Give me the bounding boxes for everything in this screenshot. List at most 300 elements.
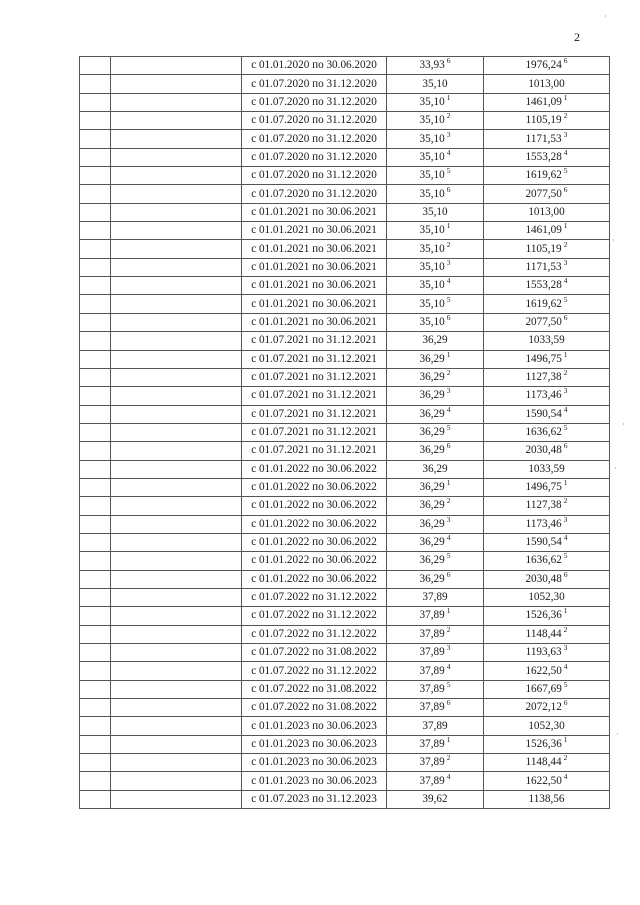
rate-footnote-mark: 2 bbox=[563, 111, 568, 121]
rate-footnote-mark: 4 bbox=[563, 661, 568, 671]
rate-text: 1171,53 bbox=[525, 260, 562, 273]
table-row bbox=[80, 240, 610, 258]
table-row bbox=[80, 93, 610, 111]
rate-text: 1148,44 bbox=[525, 756, 562, 769]
rate-cell bbox=[484, 93, 610, 111]
table-row bbox=[80, 313, 610, 331]
rate-cell bbox=[484, 735, 610, 753]
rate-footnote-mark: 5 bbox=[563, 294, 568, 304]
value-text: 36,29 bbox=[419, 554, 445, 567]
rate-cell bbox=[484, 258, 610, 276]
rate-text: 1636,62 bbox=[525, 426, 562, 439]
value-text: 35,10 bbox=[419, 315, 445, 328]
empty-cell-category bbox=[111, 790, 242, 808]
value-cell bbox=[387, 754, 484, 772]
table-row bbox=[80, 533, 610, 551]
rate-footnote-mark: 2 bbox=[563, 496, 568, 506]
period-cell: с 01.01.2022 по 30.06.2022 bbox=[242, 570, 387, 588]
rate-cell bbox=[484, 295, 610, 313]
rate-cell bbox=[484, 478, 610, 496]
empty-cell-category bbox=[111, 497, 242, 515]
rate-text: 1667,69 bbox=[525, 682, 562, 695]
value-text: 36,29 bbox=[419, 517, 445, 530]
empty-cell-number bbox=[80, 625, 111, 643]
rate-text: 1127,38 bbox=[525, 371, 562, 384]
rate-text: 1526,36 bbox=[525, 609, 562, 622]
empty-cell-category bbox=[111, 148, 242, 166]
rate-cell bbox=[484, 167, 610, 185]
rate-text: 1976,24 bbox=[525, 59, 562, 72]
table-row bbox=[80, 185, 610, 203]
table-row bbox=[80, 497, 610, 515]
rate-footnote-mark: 6 bbox=[563, 56, 568, 66]
empty-cell-category bbox=[111, 222, 242, 240]
value-cell bbox=[387, 405, 484, 423]
value-text: 35,10 bbox=[419, 95, 445, 108]
value-text: 36,29 bbox=[419, 499, 445, 512]
table-row bbox=[80, 350, 610, 368]
rate-cell bbox=[484, 662, 610, 680]
value-cell bbox=[387, 478, 484, 496]
empty-cell-category bbox=[111, 240, 242, 258]
empty-cell-category bbox=[111, 405, 242, 423]
rate-text: 1590,54 bbox=[525, 536, 562, 549]
rate-footnote-mark: 6 bbox=[563, 698, 568, 708]
period-cell: с 01.01.2022 по 30.06.2022 bbox=[242, 515, 387, 533]
rate-text: 1193,63 bbox=[525, 646, 562, 659]
value-footnote-mark: 4 bbox=[446, 771, 451, 781]
empty-cell-number bbox=[80, 222, 111, 240]
rate-footnote-mark: 5 bbox=[563, 423, 568, 433]
table-row bbox=[80, 57, 610, 75]
empty-cell-number bbox=[80, 93, 111, 111]
value-cell bbox=[387, 625, 484, 643]
value-text: 35,10 bbox=[422, 77, 448, 90]
empty-cell-number bbox=[80, 203, 111, 221]
period-cell: с 01.07.2021 по 31.12.2021 bbox=[242, 350, 387, 368]
value-text: 33,93 bbox=[419, 59, 445, 72]
empty-cell-number bbox=[80, 295, 111, 313]
rate-cell bbox=[484, 570, 610, 588]
rate-footnote-mark: 1 bbox=[563, 93, 568, 102]
value-text: 39,62 bbox=[422, 792, 448, 805]
value-text: 37,89 bbox=[419, 774, 445, 787]
empty-cell-category bbox=[111, 478, 242, 496]
value-cell bbox=[387, 717, 484, 735]
rate-text: 1052,30 bbox=[528, 591, 565, 604]
period-cell: с 01.07.2021 по 31.12.2021 bbox=[242, 368, 387, 386]
rate-text: 1496,75 bbox=[525, 481, 562, 494]
value-text: 35,10 bbox=[419, 260, 445, 273]
empty-cell-category bbox=[111, 442, 242, 460]
value-text: 37,89 bbox=[422, 719, 448, 732]
period-cell: с 01.07.2022 по 31.12.2022 bbox=[242, 662, 387, 680]
period-cell: с 01.07.2020 по 31.12.2020 bbox=[242, 75, 387, 93]
scan-mark: · bbox=[616, 730, 619, 739]
value-text: 36,29 bbox=[419, 407, 445, 420]
empty-cell-category bbox=[111, 570, 242, 588]
value-footnote-mark: 5 bbox=[446, 551, 451, 561]
period-cell: с 01.07.2022 по 31.12.2022 bbox=[242, 607, 387, 625]
value-text: 35,10 bbox=[419, 169, 445, 182]
period-cell: с 01.01.2022 по 30.06.2022 bbox=[242, 533, 387, 551]
value-text: 36,29 bbox=[419, 481, 445, 494]
period-cell: с 01.07.2022 по 31.08.2022 bbox=[242, 644, 387, 662]
period-cell: с 01.07.2020 по 31.12.2020 bbox=[242, 130, 387, 148]
value-footnote-mark: 1 bbox=[446, 93, 451, 102]
table-row bbox=[80, 442, 610, 460]
value-text: 35,10 bbox=[419, 114, 445, 127]
value-footnote-mark: 6 bbox=[446, 698, 451, 708]
value-footnote-mark: 1 bbox=[446, 350, 451, 359]
empty-cell-category bbox=[111, 75, 242, 93]
rate-text: 2072,12 bbox=[525, 701, 562, 714]
rate-cell bbox=[484, 185, 610, 203]
rate-text: 2030,48 bbox=[525, 572, 562, 585]
value-cell bbox=[387, 75, 484, 93]
table-row bbox=[80, 295, 610, 313]
table-row bbox=[80, 368, 610, 386]
value-footnote-mark: 1 bbox=[446, 221, 451, 231]
value-cell bbox=[387, 515, 484, 533]
empty-cell-number bbox=[80, 130, 111, 148]
value-text: 36,29 bbox=[422, 334, 448, 347]
value-footnote-mark: 5 bbox=[446, 166, 451, 176]
rate-cell bbox=[484, 442, 610, 460]
rate-text: 1590,54 bbox=[525, 407, 562, 420]
rate-cell bbox=[484, 625, 610, 643]
value-footnote-mark: 6 bbox=[446, 184, 451, 194]
value-text: 37,89 bbox=[419, 609, 445, 622]
rate-cell bbox=[484, 460, 610, 478]
value-footnote-mark: 5 bbox=[446, 423, 451, 433]
value-cell bbox=[387, 607, 484, 625]
value-footnote-mark: 1 bbox=[446, 478, 451, 488]
value-footnote-mark: 2 bbox=[446, 625, 451, 634]
rate-text: 1461,09 bbox=[525, 224, 562, 237]
value-cell bbox=[387, 552, 484, 570]
rate-cell bbox=[484, 240, 610, 258]
period-cell: с 01.07.2022 по 31.12.2022 bbox=[242, 588, 387, 606]
rate-footnote-mark: 3 bbox=[563, 515, 568, 524]
empty-cell-category bbox=[111, 295, 242, 313]
value-text: 37,89 bbox=[419, 701, 445, 714]
table-row bbox=[80, 717, 610, 735]
empty-cell-category bbox=[111, 423, 242, 441]
period-cell: с 01.01.2023 по 30.06.2023 bbox=[242, 754, 387, 772]
value-footnote-mark: 5 bbox=[446, 680, 451, 689]
value-cell bbox=[387, 167, 484, 185]
value-text: 36,29 bbox=[419, 426, 445, 439]
empty-cell-category bbox=[111, 350, 242, 368]
period-cell: с 01.07.2022 по 31.12.2022 bbox=[242, 625, 387, 643]
rate-text: 1013,00 bbox=[528, 205, 565, 218]
rate-footnote-mark: 4 bbox=[563, 405, 568, 414]
empty-cell-category bbox=[111, 313, 242, 331]
rate-cell bbox=[484, 203, 610, 221]
value-cell bbox=[387, 460, 484, 478]
value-cell bbox=[387, 130, 484, 148]
table-row bbox=[80, 699, 610, 717]
value-cell bbox=[387, 185, 484, 203]
rate-cell bbox=[484, 644, 610, 662]
period-cell: с 01.07.2021 по 31.12.2021 bbox=[242, 423, 387, 441]
rate-cell bbox=[484, 497, 610, 515]
period-cell: с 01.07.2020 по 31.12.2020 bbox=[242, 167, 387, 185]
period-cell: с 01.07.2021 по 31.12.2021 bbox=[242, 405, 387, 423]
empty-cell-category bbox=[111, 57, 242, 75]
period-cell: с 01.01.2022 по 30.06.2022 bbox=[242, 552, 387, 570]
value-footnote-mark: 2 bbox=[446, 111, 451, 121]
period-cell: с 01.07.2022 по 31.08.2022 bbox=[242, 680, 387, 698]
period-cell: с 01.07.2021 по 31.12.2021 bbox=[242, 442, 387, 460]
empty-cell-number bbox=[80, 167, 111, 185]
empty-cell-category bbox=[111, 680, 242, 698]
value-cell bbox=[387, 497, 484, 515]
value-footnote-mark: 1 bbox=[446, 735, 451, 744]
value-cell bbox=[387, 533, 484, 551]
empty-cell-number bbox=[80, 240, 111, 258]
value-cell bbox=[387, 148, 484, 166]
empty-cell-number bbox=[80, 148, 111, 166]
scan-mark: · bbox=[622, 420, 625, 429]
empty-cell-number bbox=[80, 735, 111, 753]
rate-cell bbox=[484, 387, 610, 405]
value-cell bbox=[387, 313, 484, 331]
rate-footnote-mark: 1 bbox=[563, 478, 568, 488]
value-cell bbox=[387, 772, 484, 790]
rate-cell bbox=[484, 699, 610, 717]
empty-cell-category bbox=[111, 93, 242, 111]
empty-cell-number bbox=[80, 258, 111, 276]
empty-cell-number bbox=[80, 662, 111, 680]
table-row bbox=[80, 203, 610, 221]
table-row bbox=[80, 405, 610, 423]
empty-cell-number bbox=[80, 680, 111, 698]
empty-cell-number bbox=[80, 699, 111, 717]
empty-cell-category bbox=[111, 717, 242, 735]
value-cell bbox=[387, 57, 484, 75]
period-cell: с 01.07.2020 по 31.12.2020 bbox=[242, 93, 387, 111]
rate-footnote-mark: 6 bbox=[563, 184, 568, 194]
empty-cell-category bbox=[111, 167, 242, 185]
table-row bbox=[80, 625, 610, 643]
rate-footnote-mark: 1 bbox=[563, 221, 568, 231]
empty-cell-number bbox=[80, 754, 111, 772]
table-row bbox=[80, 588, 610, 606]
value-cell bbox=[387, 570, 484, 588]
value-cell bbox=[387, 662, 484, 680]
period-cell: с 01.07.2022 по 31.08.2022 bbox=[242, 699, 387, 717]
period-cell: с 01.07.2023 по 31.12.2023 bbox=[242, 790, 387, 808]
rate-text: 1622,50 bbox=[525, 664, 562, 677]
rate-cell bbox=[484, 790, 610, 808]
empty-cell-number bbox=[80, 497, 111, 515]
value-text: 35,10 bbox=[422, 205, 448, 218]
value-footnote-mark: 3 bbox=[446, 258, 451, 267]
period-cell: с 01.01.2021 по 30.06.2021 bbox=[242, 240, 387, 258]
empty-cell-number bbox=[80, 185, 111, 203]
table-row bbox=[80, 515, 610, 533]
rate-footnote-mark: 5 bbox=[563, 166, 568, 176]
period-cell: с 01.01.2021 по 30.06.2021 bbox=[242, 222, 387, 240]
value-text: 35,10 bbox=[419, 279, 445, 292]
empty-cell-number bbox=[80, 533, 111, 551]
empty-cell-category bbox=[111, 130, 242, 148]
rate-cell bbox=[484, 112, 610, 130]
value-footnote-mark: 6 bbox=[446, 313, 451, 322]
table-row bbox=[80, 258, 610, 276]
table-row bbox=[80, 772, 610, 790]
tariff-table bbox=[79, 56, 610, 809]
table-row bbox=[80, 644, 610, 662]
value-cell bbox=[387, 93, 484, 111]
empty-cell-category bbox=[111, 258, 242, 276]
rate-text: 1173,46 bbox=[525, 389, 562, 402]
rate-footnote-mark: 4 bbox=[563, 533, 568, 543]
table-row bbox=[80, 130, 610, 148]
table-row bbox=[80, 75, 610, 93]
period-cell: с 01.07.2020 по 31.12.2020 bbox=[242, 148, 387, 166]
empty-cell-category bbox=[111, 368, 242, 386]
rate-text: 2030,48 bbox=[525, 444, 562, 457]
rate-cell bbox=[484, 75, 610, 93]
rate-footnote-mark: 2 bbox=[563, 239, 568, 249]
period-cell: с 01.01.2022 по 30.06.2022 bbox=[242, 497, 387, 515]
rate-footnote-mark: 3 bbox=[563, 643, 568, 653]
empty-cell-category bbox=[111, 387, 242, 405]
rate-cell bbox=[484, 423, 610, 441]
value-cell bbox=[387, 368, 484, 386]
rate-footnote-mark: 2 bbox=[563, 368, 568, 378]
rate-footnote-mark: 4 bbox=[563, 148, 568, 157]
scan-mark: · bbox=[604, 12, 607, 21]
rate-text: 1622,50 bbox=[525, 774, 562, 787]
empty-cell-number bbox=[80, 607, 111, 625]
value-text: 36,29 bbox=[419, 572, 445, 585]
value-text: 37,89 bbox=[419, 756, 445, 769]
empty-cell-number bbox=[80, 423, 111, 441]
empty-cell-category bbox=[111, 552, 242, 570]
value-cell bbox=[387, 295, 484, 313]
value-footnote-mark: 2 bbox=[446, 496, 451, 506]
table-row bbox=[80, 570, 610, 588]
value-cell bbox=[387, 423, 484, 441]
rate-footnote-mark: 1 bbox=[563, 606, 568, 616]
value-cell bbox=[387, 735, 484, 753]
rate-text: 1127,38 bbox=[525, 499, 562, 512]
rate-text: 1619,62 bbox=[525, 169, 562, 182]
value-text: 35,10 bbox=[419, 297, 445, 310]
rate-text: 1636,62 bbox=[525, 554, 562, 567]
empty-cell-category bbox=[111, 332, 242, 350]
table-row bbox=[80, 423, 610, 441]
period-cell: с 01.01.2021 по 30.06.2021 bbox=[242, 203, 387, 221]
rate-cell bbox=[484, 607, 610, 625]
table-row bbox=[80, 680, 610, 698]
rate-text: 2077,50 bbox=[525, 187, 562, 200]
table-row bbox=[80, 332, 610, 350]
rate-text: 1105,19 bbox=[525, 242, 562, 255]
value-cell bbox=[387, 112, 484, 130]
rate-cell bbox=[484, 533, 610, 551]
value-footnote-mark: 4 bbox=[446, 661, 451, 671]
value-text: 35,10 bbox=[419, 187, 445, 200]
table-body bbox=[80, 57, 610, 809]
period-cell: с 01.01.2021 по 30.06.2021 bbox=[242, 258, 387, 276]
value-footnote-mark: 5 bbox=[446, 294, 451, 304]
period-cell: с 01.01.2022 по 30.06.2022 bbox=[242, 478, 387, 496]
period-cell: с 01.01.2021 по 30.06.2021 bbox=[242, 313, 387, 331]
rate-cell bbox=[484, 588, 610, 606]
value-cell bbox=[387, 332, 484, 350]
rate-text: 1171,53 bbox=[525, 132, 562, 145]
value-text: 35,10 bbox=[419, 224, 445, 237]
value-cell bbox=[387, 680, 484, 698]
value-text: 37,89 bbox=[419, 646, 445, 659]
period-cell: с 01.01.2022 по 30.06.2022 bbox=[242, 460, 387, 478]
value-footnote-mark: 2 bbox=[446, 368, 451, 378]
empty-cell-category bbox=[111, 203, 242, 221]
value-cell bbox=[387, 258, 484, 276]
value-footnote-mark: 2 bbox=[446, 753, 451, 763]
empty-cell-number bbox=[80, 332, 111, 350]
value-text: 37,89 bbox=[419, 664, 445, 677]
empty-cell-number bbox=[80, 460, 111, 478]
value-footnote-mark: 6 bbox=[446, 441, 451, 451]
empty-cell-category bbox=[111, 185, 242, 203]
empty-cell-category bbox=[111, 754, 242, 772]
rate-text: 1526,36 bbox=[525, 737, 562, 750]
value-cell bbox=[387, 387, 484, 405]
table-row bbox=[80, 387, 610, 405]
empty-cell-number bbox=[80, 515, 111, 533]
rate-text: 1033,59 bbox=[528, 462, 565, 475]
rate-cell bbox=[484, 515, 610, 533]
rate-text: 1553,28 bbox=[525, 150, 562, 163]
rate-cell bbox=[484, 680, 610, 698]
period-cell: с 01.01.2021 по 30.06.2021 bbox=[242, 277, 387, 295]
rate-footnote-mark: 6 bbox=[563, 313, 568, 322]
empty-cell-number bbox=[80, 478, 111, 496]
value-cell bbox=[387, 350, 484, 368]
empty-cell-category bbox=[111, 662, 242, 680]
value-footnote-mark: 3 bbox=[446, 129, 451, 139]
rate-cell bbox=[484, 57, 610, 75]
period-cell: с 01.01.2023 по 30.06.2023 bbox=[242, 735, 387, 753]
empty-cell-number bbox=[80, 350, 111, 368]
empty-cell-category bbox=[111, 607, 242, 625]
value-footnote-mark: 4 bbox=[446, 148, 451, 157]
empty-cell-category bbox=[111, 699, 242, 717]
table-row bbox=[80, 552, 610, 570]
table-row bbox=[80, 662, 610, 680]
empty-cell-number bbox=[80, 313, 111, 331]
value-footnote-mark: 4 bbox=[446, 276, 451, 286]
rate-cell bbox=[484, 772, 610, 790]
period-cell: с 01.01.2021 по 30.06.2021 bbox=[242, 295, 387, 313]
rate-text: 1619,62 bbox=[525, 297, 562, 310]
rate-cell bbox=[484, 130, 610, 148]
value-text: 36,29 bbox=[419, 352, 445, 365]
value-footnote-mark: 1 bbox=[446, 606, 451, 616]
value-text: 36,29 bbox=[419, 389, 445, 402]
value-text: 36,29 bbox=[422, 462, 448, 475]
value-footnote-mark: 2 bbox=[446, 239, 451, 249]
table-row bbox=[80, 478, 610, 496]
rate-footnote-mark: 3 bbox=[563, 258, 568, 267]
value-text: 36,29 bbox=[419, 371, 445, 384]
